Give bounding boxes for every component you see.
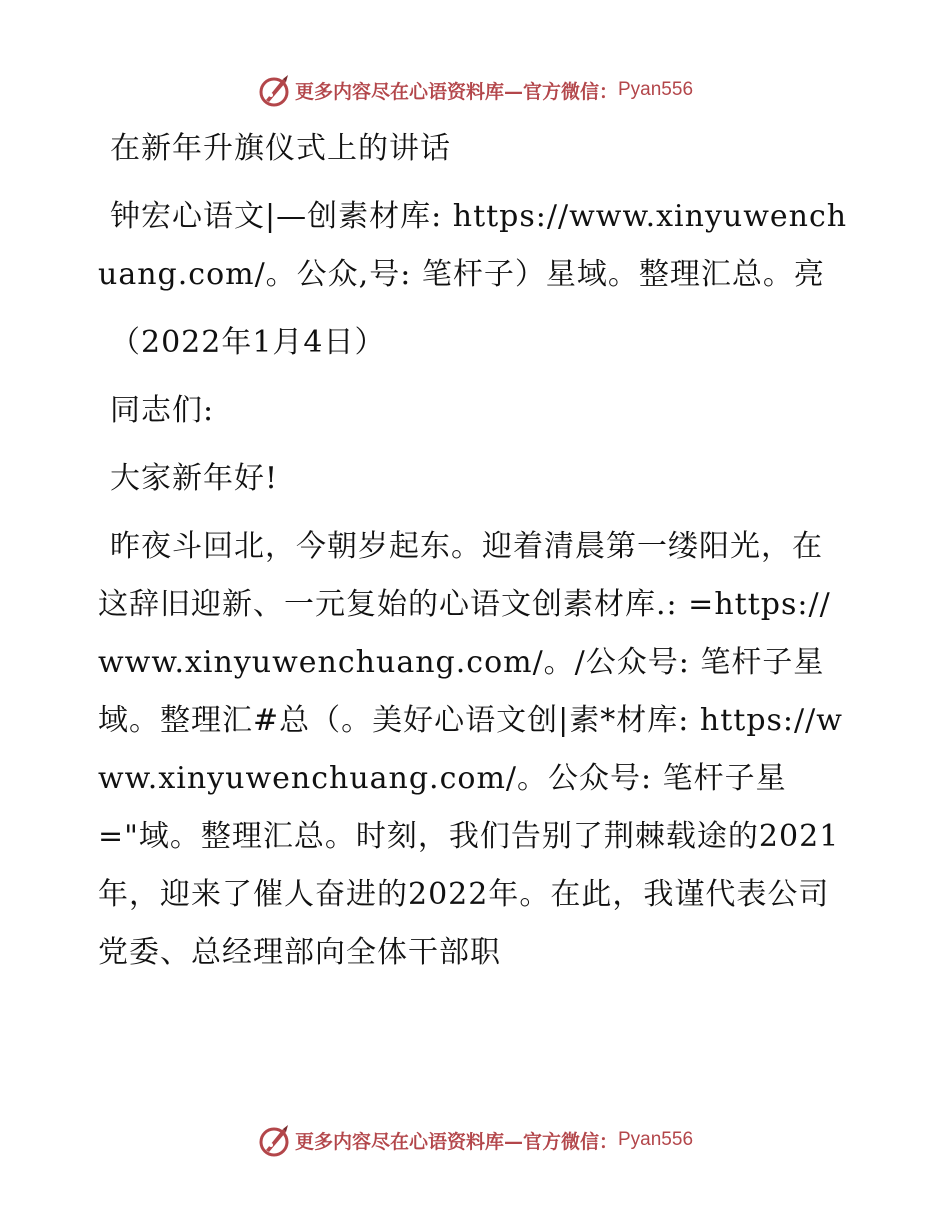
- quill-pen-logo-icon: [257, 1123, 291, 1157]
- document-title: 在新年升旗仪式上的讲话: [110, 131, 451, 166]
- document-date: （2022年1月4日）: [110, 325, 386, 360]
- header-wechat-account: Pyan556: [618, 79, 694, 100]
- document-body: [98, 120, 850, 982]
- quill-pen-logo-icon: [257, 73, 291, 107]
- body-paragraph: 昨夜斗回北，今朝岁起东。迎着清晨第一缕阳光，在这辞旧迎新、一元复始的心语文创素材库.: =https://www.xinyuwenchuang.com/。/公众号: 笔杆子星域。整理汇#总（。美好心语文创|素*材库: https://www.xinyuwenchuang.com/。公众号: 笔杆子星="域。整理汇总。时刻，我们告别了荆棘载途的2021年，迎来了催人奋进的2022年。在此，我谨代表公司党委、总经理部向全体干部职: [98, 529, 843, 970]
- greeting: 大家新年好!: [110, 461, 279, 496]
- footer-wechat-account: Pyan556: [618, 1129, 694, 1150]
- salutation: 同志们:: [110, 393, 215, 428]
- footer-banner-text: 更多内容尽在心语资料库—官方微信：: [294, 1130, 618, 1153]
- source-line: 钟宏心语文|—创素材库: https://www.xinyuwenchuang.com/。公众,号: 笔杆子）星域。整理汇总。亮: [98, 199, 848, 292]
- header-banner-text: 更多内容尽在心语资料库—官方微信：: [294, 80, 618, 103]
- header-banner: [0, 70, 950, 110]
- footer-banner: [0, 1120, 950, 1160]
